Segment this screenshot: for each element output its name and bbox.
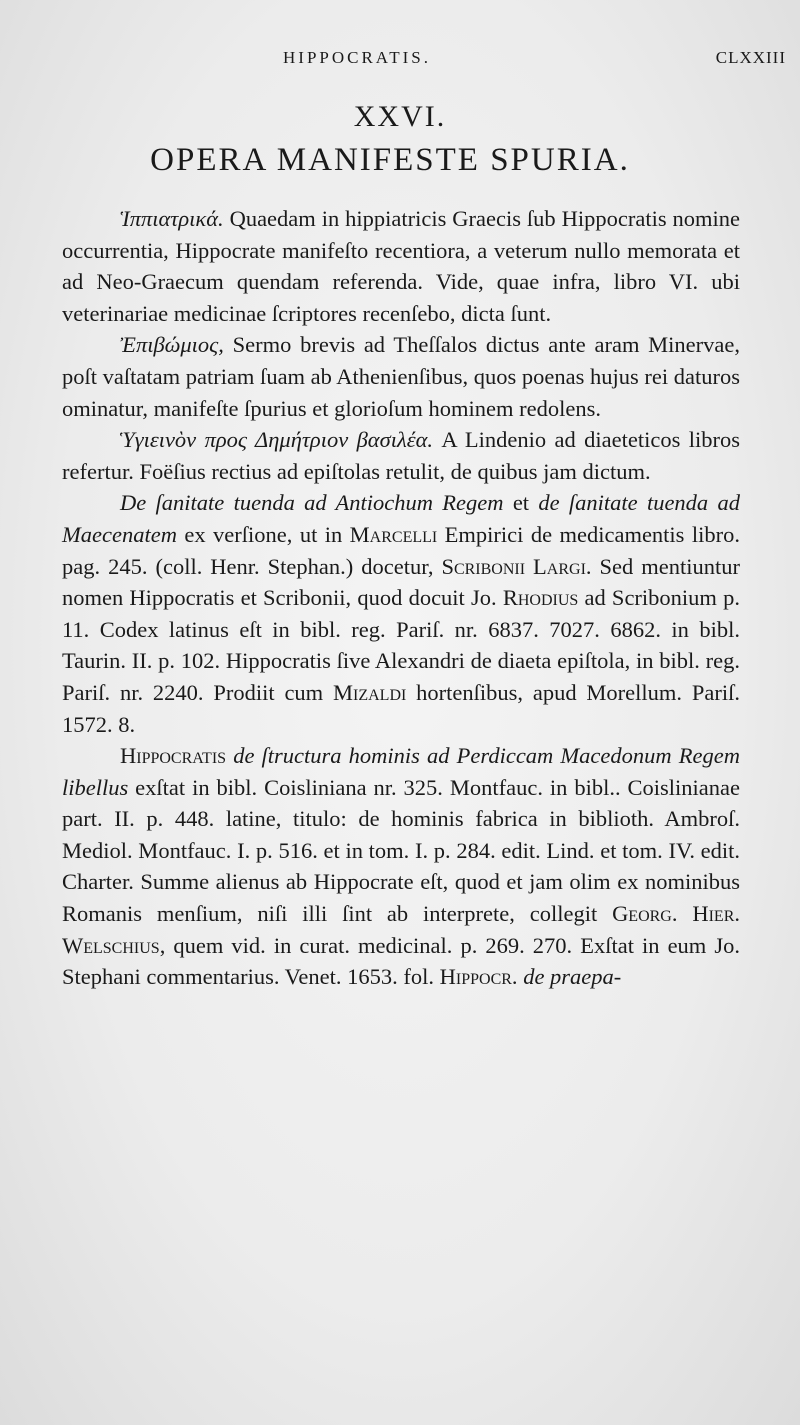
text-run: ad Scribonium p. 11. Codex latinus eſt in bibl. reg. Pariſ. nr. 6837. 7027. 6862. in bibl. Taurin. II. p. 102. Hippocratis ſive Alexandri de diaeta epiſtola, in bibl. reg. Pariſ. nr. 2240. Prodiit cum (62, 585, 741, 705)
italic-title: de praepa- (523, 964, 622, 990)
text-run: exſtat in bibl. Coisliniana nr. 325. Montfauc. in bibl.. Coislinianae part. II. p. 448. latine, titulo: de hominis fabrica in biblioth. Ambroſ. Mediol. Montfauc. I. p. 516. et in tom. I. p. 284. edit. Lind. et tom. IV. edit. Charter. Summe alienus ab Hippocrate eſt, quod et jam olim ex nominibus Romanis menſium, niſi illi ſint ab interprete, collegit (62, 774, 740, 927)
paragraph-text: A Lindenio ad diaeteticos libros refertur. Foëſius rectius ad epiſtolas retulit, de quibus jam dictum. (62, 427, 740, 484)
text-run: quem vid. in curat. medicinal. p. 269. 270. Exſtat in eum Jo. Stephani commentarius. Venet. 1653. fol. (62, 932, 740, 990)
text-run: et (503, 490, 539, 516)
italic-title: De ſanitate tuenda ad Antiochum Regem (120, 490, 504, 516)
paragraph-text: Quaedam in hippiatricis Graecis ſub Hippocratis nomine occurrentia, Hippocrate manifeſto recentiora, a veterum nullo memorata et ad Neo-Graecum quendam referenda. Vide, quae infra, libro VI. ubi veterinariae medicinae ſcriptores recenſebo, dicta ſunt. (62, 206, 740, 326)
text-run: Empirici de medicamentis libro. pag. 245. (coll. Henr. Stephan.) docetur, (62, 521, 740, 579)
text-run: hortenſibus, apud Morellum. Pariſ. 1572. 8. (62, 679, 740, 737)
body-text (62, 203, 740, 993)
page-number: CLXXIII (715, 48, 786, 67)
paragraph-de-structura (62, 740, 740, 993)
author-name: Georg. Hier. Welschius, (62, 901, 740, 958)
paragraph-hippiatrica (62, 203, 740, 329)
author-name: Rhodius (502, 585, 579, 611)
greek-title: Ἱππιατρικά. (120, 206, 224, 231)
section-title: OPERA MANIFESTE SPURIA. (150, 142, 630, 178)
author-name: Scribonii Largi. (441, 553, 592, 579)
paragraph-hygieinon (62, 424, 740, 487)
paragraph-epibomios (62, 329, 740, 424)
text-run: Sed mentiuntur nomen Hippocratis et Scribonii, quod docuit Jo. (62, 553, 740, 611)
running-head (0, 48, 800, 78)
author-name: Hippocr. (439, 964, 518, 990)
text-run: ex verſione, ut in (176, 521, 350, 547)
running-head-title: HIPPOCRATIS. (283, 48, 431, 67)
italic-title: de ſtructura hominis ad Perdiccam Macedonum Regem libellus (62, 743, 740, 800)
greek-title: Ὑγιεινὸν προς Δημήτριον βασιλέα. (120, 427, 434, 453)
paragraph-de-sanitate (62, 487, 740, 740)
italic-title: de ſanitate tuenda ad Maecenatem (62, 490, 740, 547)
paragraph-text: Sermo brevis ad Theſſalos dictus ante aram Minervae, poſt vaſtatam patriam ſuam ab Athenienſibus, quos poenas hujus rei daturos ominatur, manifeſte ſpurius et glorioſum hominem redolens. (62, 332, 740, 421)
author-name: Marcelli (349, 521, 438, 547)
greek-title: Ἐπιβώμιος, (120, 332, 224, 358)
section-number: XXVI. (353, 100, 447, 133)
author-name: Hippocratis (120, 743, 227, 769)
author-name: Mizaldi (333, 679, 407, 705)
